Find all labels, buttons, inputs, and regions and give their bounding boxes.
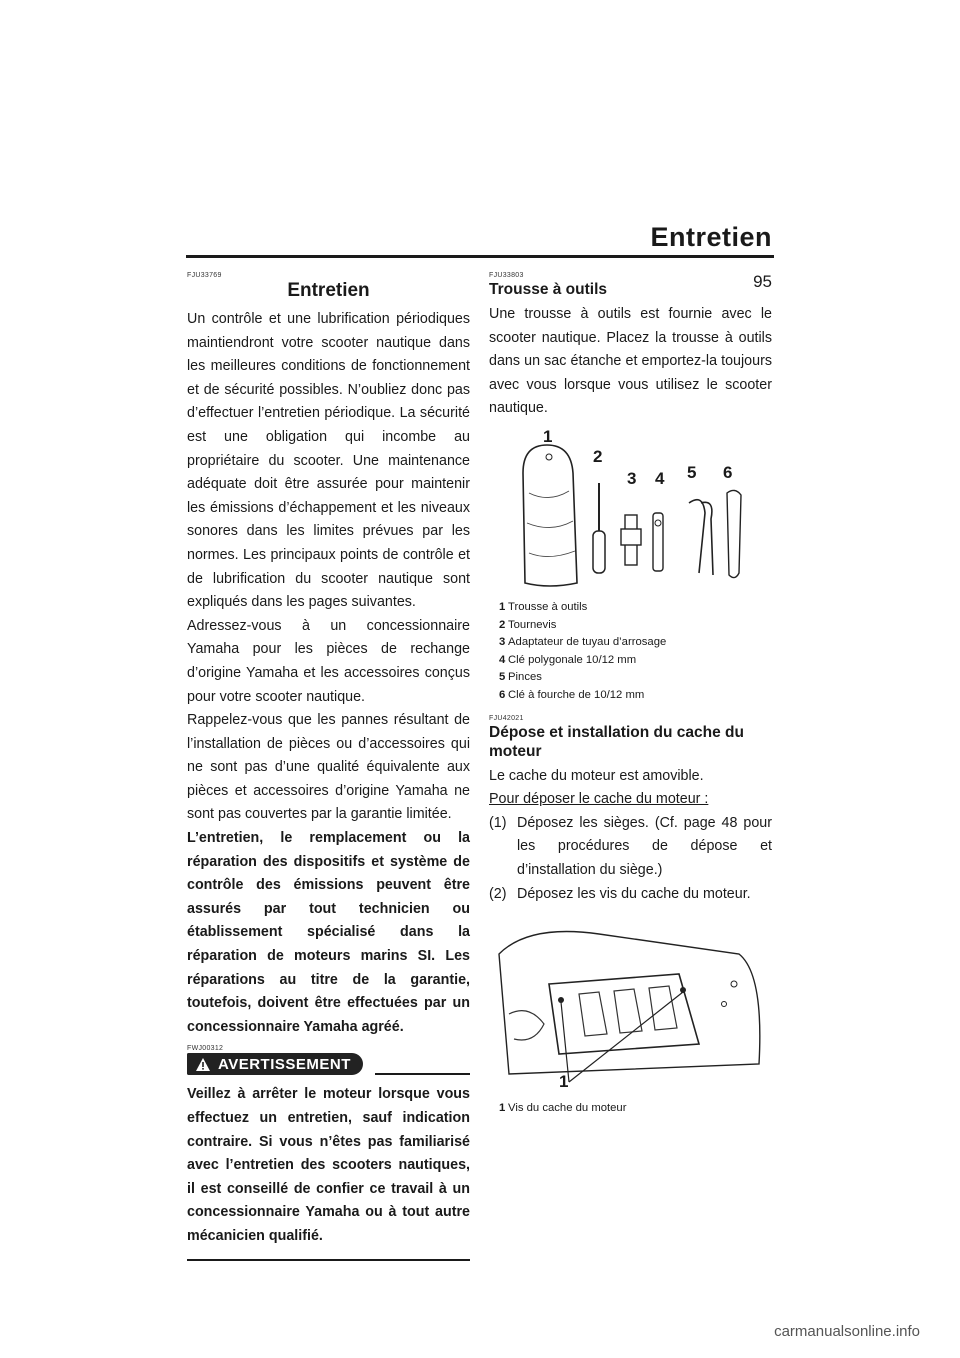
emissions-paragraph: L’entretien, le remplacement ou la réparation des dispositifs et système de contrôle des émissions peuvent être assurés par tout technicien ou établissement spécialisé dans la réparation de moteurs marins SI. Les réparations au titre de la garantie, toutefois, doivent être effectuées par un concessionnaire Yamaha agréé.: [187, 830, 470, 1035]
tool-callout-1: 1: [543, 426, 553, 446]
legend-item: 1 Vis du cache du moteur: [499, 1102, 627, 1115]
toolkit-heading: Trousse à outils: [489, 281, 608, 298]
legend-item: 5 Pinces: [499, 671, 542, 684]
engine-drawing: [489, 914, 772, 1094]
engine-cover-subhead: Pour déposer le cache du moteur :: [489, 791, 709, 808]
toolkit-code: FJU33803: [489, 272, 524, 279]
warning-triangle-icon: [195, 1057, 211, 1072]
tool-callout-3: 3: [627, 468, 637, 488]
legend-item: 4 Clé polygonale 10/12 mm: [499, 653, 637, 666]
legend-item: 1 Trousse à outils: [499, 600, 588, 613]
tool-callout-4: 4: [655, 468, 665, 488]
warning-top-rule: [375, 1073, 470, 1075]
engine-cover-code: FJU42021: [489, 714, 524, 722]
toolkit-illustration: [489, 426, 772, 593]
tool-callout-5: 5: [687, 462, 697, 482]
legend-item: 3 Adaptateur de tuyau d’arrosage: [499, 636, 667, 649]
tool-callout-6: 6: [723, 462, 733, 482]
dealer-paragraph: Adressez-vous à un concessionnaire Yamaha pour les pièces de rechange d’origine Yamaha et les accessoires conçus pour votre scooter nautique.: [187, 617, 470, 705]
warning-label: AVERTISSEMENT: [218, 1055, 351, 1073]
engine-cover-paragraph: Le cache du moteur est amovible.: [489, 767, 704, 784]
engine-illustration: [489, 914, 772, 1094]
page-header-title: Entretien: [650, 222, 772, 252]
engine-legend: [499, 1100, 772, 1118]
header-rule: [186, 255, 774, 258]
engine-cover-heading: Dépose et installation du cache du moteur: [489, 723, 744, 760]
legend-item: 6 Clé à fourche de 10/12 mm: [499, 688, 645, 701]
warning-box: [187, 1045, 470, 1260]
list-item: (2) Déposez les vis du cache du moteur.: [489, 885, 751, 902]
intro-paragraph: Un contrôle et une lubrification périodiques maintiendront votre scooter nautique dans les meilleures conditions de fonctionnement et de sécurité possibles. N’oubliez donc pas d’effectuer l’entretien périodique. La sécurité est une obligation qui incombe au propriétaire du scooter. Une maintenance adéquate doit être assurée pour maintenir les émissions d’échappement et les niveaux sonores dans les limites prévues par les normes. Les principaux points de contrôle et de lubrification du scooter nautique sont expliqués dans les pages suivantes.: [187, 311, 470, 611]
page-number: 95: [753, 272, 772, 291]
toolkit-drawing: [489, 433, 772, 593]
tool-callout-2: 2: [593, 446, 603, 466]
legend-item: 2 Tournevis: [499, 618, 557, 631]
engine-callout-1: 1: [559, 1072, 569, 1092]
warranty-paragraph: Rappelez-vous que les pannes résultant de l’installation de pièces ou d’accessoires qui ne sont pas d’une qualité équivalente aux pièces et accessoires d’origine Yamaha ne sont pas couvertes par la garantie limitée.: [187, 712, 470, 823]
warning-bottom-rule: [187, 1259, 470, 1261]
warning-text: Veillez à arrêter le moteur lorsque vous effectuez un entretien, sauf indication contraire. Si vous n’êtes pas familiarisé avec l’entretien des scooters nautiques, il est conseillé de confier ce travail à un concessionnaire Yamaha ou à tout autre mécanicien qualifié.: [187, 1086, 470, 1244]
list-item: (1) Déposez les sièges. (Cf. page 48 pour les procédures de dépose et d’installation du siège.): [489, 814, 772, 878]
footer-watermark: carmanualsonline.info: [774, 1323, 920, 1340]
section-heading: Entretien: [287, 280, 370, 301]
toolkit-legend: [499, 599, 772, 705]
section-code: FJU33769: [187, 272, 222, 279]
right-column: [489, 272, 772, 1118]
warning-code: FWJ00312: [187, 1045, 224, 1053]
toolkit-paragraph: Une trousse à outils est fournie avec le scooter nautique. Placez la trousse à outils dans un sac étanche et emportez-la toujours avec vous lorsque vous utilisez le scooter nautique.: [489, 306, 772, 417]
warning-badge: [187, 1053, 363, 1075]
left-column: [187, 272, 470, 1261]
